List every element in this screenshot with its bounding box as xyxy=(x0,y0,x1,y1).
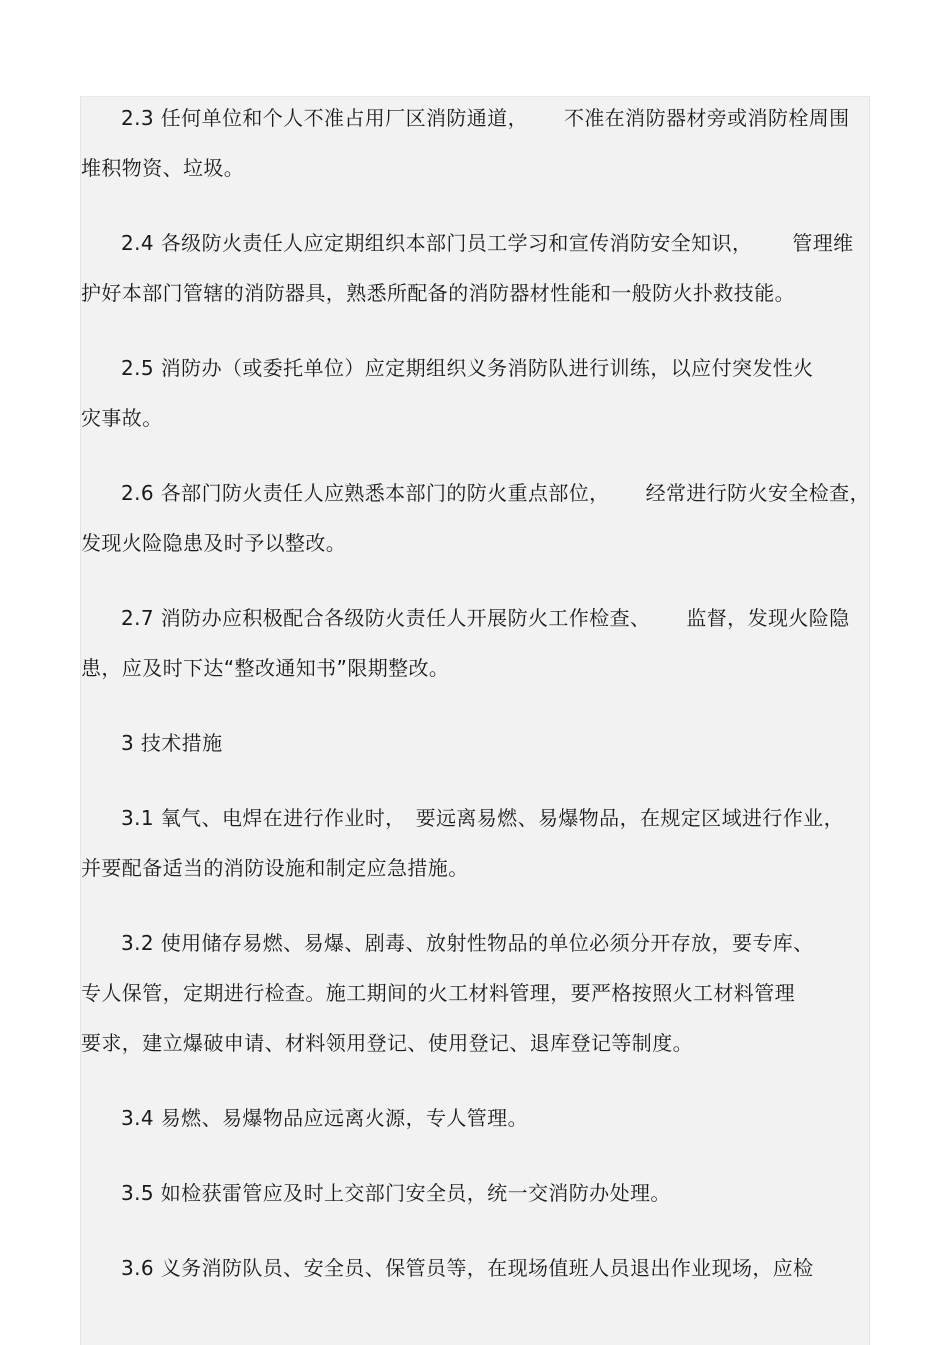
text-segment: 2.3 任何单位和个人不准占用厂区消防通道， xyxy=(121,106,528,130)
document-page xyxy=(80,96,870,1345)
paragraph-2-5-line-2: 灾事故。 xyxy=(81,406,163,430)
paragraph-2-6-line-2: 发现火险隐患及时予以整改。 xyxy=(81,531,347,555)
paragraph-2-7-line-2: 患，应及时下达“整改通知书”限期整改。 xyxy=(81,656,450,680)
paragraph-2-7-line-1 xyxy=(121,605,850,631)
paragraph-2-3-line-1 xyxy=(121,105,850,131)
paragraph-3-5-line-1: 3.5 如检获雷管应及时上交部门安全员，统一交消防办处理。 xyxy=(121,1181,671,1205)
section-heading-3: 3 技术措施 xyxy=(121,731,223,755)
paragraph-2-3-line-2: 堆积物资、垃圾。 xyxy=(81,156,245,180)
paragraph-2-4-line-1 xyxy=(121,230,854,256)
text-segment: 2.7 消防办应积极配合各级防火责任人开展防火工作检查、 xyxy=(121,606,651,630)
text-segment: 2.4 各级防火责任人应定期组织本部门员工学习和宣传消防安全知识， xyxy=(121,231,753,255)
text-segment: 2.6 各部门防火责任人应熟悉本部门的防火重点部位， xyxy=(121,481,610,505)
paragraph-3-1-line-1 xyxy=(121,805,844,831)
text-segment: 监督，发现火险隐 xyxy=(686,606,850,630)
text-segment: 要远离易燃、易爆物品，在规定区域进行作业， xyxy=(415,806,844,830)
paragraph-2-6-line-1 xyxy=(121,480,870,506)
text-segment: 3.1 氧气、电焊在进行作业时， xyxy=(121,806,406,830)
paragraph-2-4-line-2: 护好本部门管辖的消防器具，熟悉所配备的消防器材性能和一般防火扑救技能。 xyxy=(81,281,795,305)
text-segment: 不准在消防器材旁或消防栓周围 xyxy=(563,106,850,130)
text-segment: 经常进行防火安全检查， xyxy=(645,481,870,505)
paragraph-3-4-line-1: 3.4 易燃、易爆物品应远离火源，专人管理。 xyxy=(121,1106,528,1130)
paragraph-3-2-line-2: 专人保管，定期进行检查。施工期间的火工材料管理，要严格按照火工材料管理 xyxy=(81,981,795,1005)
paragraph-3-2-line-3: 要求，建立爆破申请、材料领用登记、使用登记、退库登记等制度。 xyxy=(81,1031,693,1055)
paragraph-3-1-line-2: 并要配备适当的消防设施和制定应急措施。 xyxy=(81,856,469,880)
paragraph-3-6-line-1: 3.6 义务消防队员、安全员、保管员等，在现场值班人员退出作业现场，应检 xyxy=(121,1256,814,1280)
paragraph-2-5-line-1: 2.5 消防办（或委托单位）应定期组织义务消防队进行训练，以应付突发性火 xyxy=(121,356,814,380)
text-segment: 管理维 xyxy=(792,231,854,255)
paragraph-3-2-line-1: 3.2 使用储存易燃、易爆、剧毒、放射性物品的单位必须分开存放，要专库、 xyxy=(121,931,814,955)
